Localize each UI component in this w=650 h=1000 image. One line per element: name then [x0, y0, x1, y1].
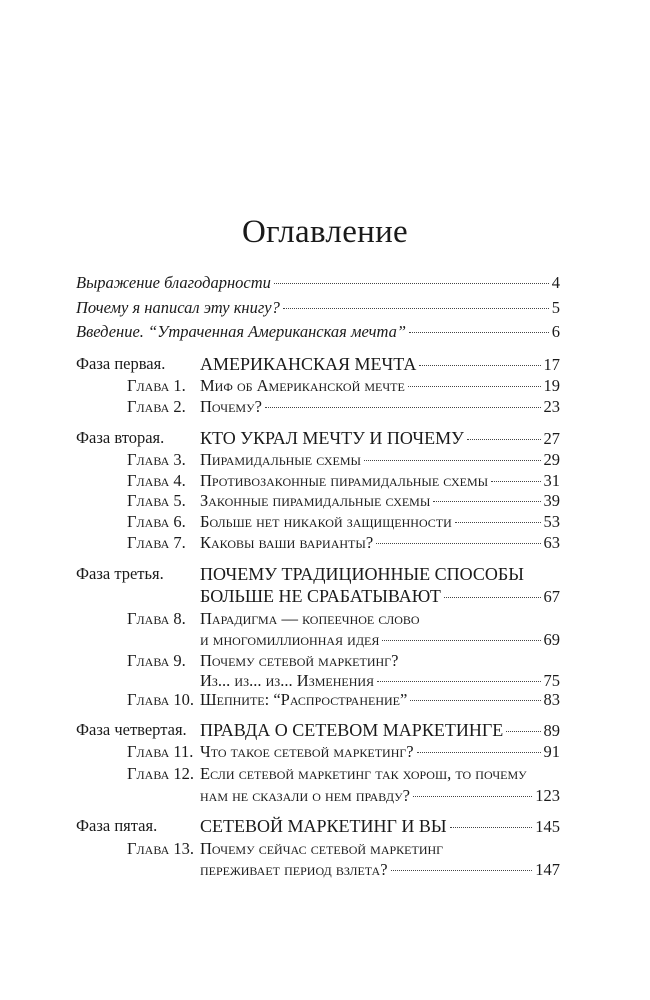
page-number: 53: [543, 512, 560, 531]
dot-leader: [467, 437, 541, 440]
chapter-label: Глава 1.: [127, 376, 186, 395]
chapter-title-line-1: Почему сетевой маркетинг?: [200, 651, 399, 670]
toc-chapter-5[interactable]: [0, 490, 650, 512]
entry-title: Почему я написал эту книгу?: [76, 298, 280, 317]
chapter-title: Почему?: [200, 397, 262, 416]
chapter-label: Глава 5.: [127, 491, 186, 510]
page-number: 75: [543, 671, 560, 690]
dot-leader: [391, 868, 533, 871]
toc-chapter-3[interactable]: [0, 449, 650, 471]
phase-label: Фаза вторая.: [76, 428, 165, 447]
page-number: 147: [535, 860, 560, 879]
chapter-label: Глава 11.: [127, 742, 194, 761]
chapter-label: Глава 12.: [127, 764, 195, 783]
toc-phase-2[interactable]: [0, 427, 650, 449]
toc-phase-4[interactable]: [0, 719, 650, 741]
chapter-title-line-1: Если сетевой маркетинг так хорош, то почему: [200, 764, 527, 783]
page-number: 5: [551, 298, 560, 317]
chapter-title-line-2: переживает период взлета?: [200, 860, 388, 879]
page-number: 123: [535, 786, 560, 805]
dot-leader: [491, 479, 540, 482]
page-number: 17: [543, 355, 560, 374]
page-number: 89: [543, 721, 560, 740]
page-number: 145: [535, 817, 560, 836]
phase-label: Фаза четвертая.: [76, 720, 187, 739]
chapter-title-line-2: и многомиллионная идея: [200, 630, 380, 649]
dot-leader: [433, 499, 540, 502]
page-title: Оглавление: [241, 214, 409, 250]
page-number: 39: [543, 491, 560, 510]
phase-title: АМЕРИКАНСКАЯ МЕЧТА: [200, 354, 417, 374]
dot-leader: [417, 750, 541, 753]
toc-phase-3-continued[interactable]: [0, 585, 650, 607]
dot-leader: [410, 698, 540, 701]
dot-leader: [274, 281, 549, 284]
toc-chapter-1[interactable]: [0, 375, 650, 397]
page-number: 83: [543, 690, 560, 709]
chapter-title: Противозаконные пирамидальные схемы: [200, 471, 489, 490]
toc-phase-5[interactable]: [0, 815, 650, 837]
chapter-title: Каковы ваши варианты?: [200, 533, 374, 552]
page-number: 23: [543, 397, 560, 416]
toc-chapter-12-continued[interactable]: [0, 785, 650, 807]
dot-leader: [444, 595, 541, 598]
chapter-title: Пирамидальные схемы: [200, 450, 362, 469]
phase-title: КТО УКРАЛ МЕЧТУ И ПОЧЕМУ: [200, 428, 464, 448]
entry-title: Введение. “Утраченная Американская мечта”: [76, 322, 407, 341]
dot-leader: [450, 825, 533, 828]
phase-title: СЕТЕВОЙ МАРКЕТИНГ И ВЫ: [200, 816, 447, 836]
chapter-title: Законные пирамидальные схемы: [200, 491, 431, 510]
page-number: 29: [543, 450, 560, 469]
dot-leader: [409, 330, 549, 333]
phase-label: Фаза первая.: [76, 354, 166, 373]
page-number: 67: [543, 587, 560, 606]
chapter-title: Миф об Американской мечте: [200, 376, 405, 395]
page-number: 91: [543, 742, 560, 761]
toc-entry-introduction[interactable]: [0, 321, 650, 343]
chapter-title-line-1: Парадигма — копеечное слово: [200, 609, 420, 628]
toc-chapter-13[interactable]: [0, 838, 650, 860]
chapter-label: Глава 3.: [127, 450, 186, 469]
toc-chapter-4[interactable]: [0, 470, 650, 492]
entry-title: Выражение благодарности: [76, 273, 271, 292]
dot-leader: [364, 458, 540, 461]
phase-label: Фаза третья.: [76, 564, 164, 583]
page-number: 4: [551, 273, 560, 292]
toc-phase-3[interactable]: [0, 563, 650, 585]
toc-chapter-10[interactable]: [0, 689, 650, 711]
dot-leader: [506, 729, 540, 732]
dot-leader: [408, 384, 541, 387]
dot-leader: [455, 520, 541, 523]
chapter-title-line-2: нам не сказали о нем правду?: [200, 786, 410, 805]
dot-leader: [265, 405, 541, 408]
chapter-label: Глава 13.: [127, 839, 195, 858]
chapter-label: Глава 4.: [127, 471, 186, 490]
toc-entry-why-i-wrote[interactable]: [0, 297, 650, 319]
toc-chapter-12[interactable]: [0, 763, 650, 785]
dot-leader: [419, 363, 540, 366]
toc-chapter-8[interactable]: [0, 608, 650, 630]
dot-leader: [377, 679, 540, 682]
chapter-label: Глава 9.: [127, 651, 186, 670]
chapter-title: Шепните: “Распространение”: [200, 690, 408, 709]
page-number: 19: [543, 376, 560, 395]
phase-title: ПРАВДА О СЕТЕВОМ МАРКЕТИНГЕ: [200, 720, 504, 740]
chapter-label: Глава 2.: [127, 397, 186, 416]
page-number: 63: [543, 533, 560, 552]
chapter-label: Глава 10.: [127, 690, 195, 709]
toc-chapter-6[interactable]: [0, 511, 650, 533]
page-number: 6: [551, 322, 560, 341]
chapter-label: Глава 8.: [127, 609, 186, 628]
page-number: 27: [543, 429, 560, 448]
phase-title-line-2: БОЛЬШЕ НЕ СРАБАТЫВАЮТ: [200, 586, 441, 606]
toc-chapter-8-continued[interactable]: [0, 629, 650, 651]
toc-chapter-9[interactable]: [0, 650, 650, 672]
toc-chapter-11[interactable]: [0, 741, 650, 763]
chapter-label: Глава 7.: [127, 533, 186, 552]
toc-phase-1[interactable]: [0, 353, 650, 375]
dot-leader: [413, 794, 532, 797]
toc-chapter-2[interactable]: [0, 396, 650, 418]
toc-chapter-7[interactable]: [0, 532, 650, 554]
chapter-title-line-2: Из... из... из... Изменения: [200, 671, 375, 690]
toc-chapter-13-continued[interactable]: [0, 859, 650, 881]
dot-leader: [283, 306, 549, 309]
dot-leader: [376, 541, 540, 544]
chapter-title: Что такое сетевой маркетинг?: [200, 742, 414, 761]
toc-entry-acknowledgements[interactable]: [0, 272, 650, 294]
page-number: 69: [543, 630, 560, 649]
chapter-title: Больше нет никакой защищенности: [200, 512, 452, 531]
chapter-label: Глава 6.: [127, 512, 186, 531]
page-number: 31: [543, 471, 560, 490]
phase-label: Фаза пятая.: [76, 816, 158, 835]
phase-title-line-1: ПОЧЕМУ ТРАДИЦИОННЫЕ СПОСОБЫ: [200, 564, 524, 584]
chapter-title-line-1: Почему сейчас сетевой маркетинг: [200, 839, 444, 858]
dot-leader: [382, 638, 540, 641]
